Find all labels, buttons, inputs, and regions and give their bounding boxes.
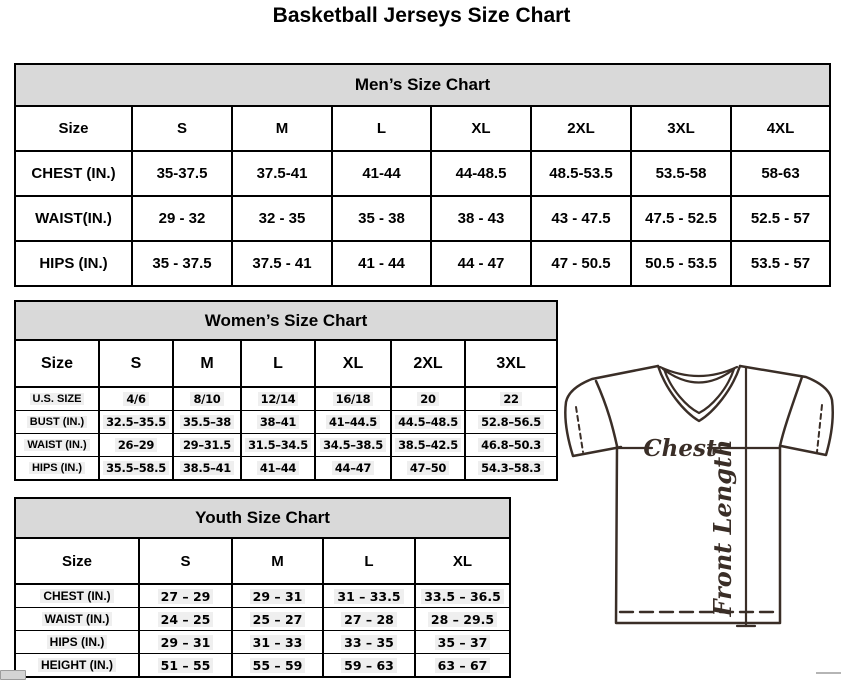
size-value-cell-text: 37.5 - 41 [252,255,312,272]
size-value-cell-text: 27 – 29 [158,589,214,604]
size-value-cell-text: 29–31.5 [180,438,234,452]
size-value-cell [315,434,391,457]
size-value-cell-text: 32.5–35.5 [103,415,169,429]
size-column-header-text: Size [58,120,89,137]
size-value-cell [323,631,415,654]
size-value-cell-text: 38–41 [257,415,299,429]
size-value-cell [731,196,830,241]
size-value-cell-text: 31 – 33.5 [334,589,403,604]
row-label [15,608,139,631]
size-value-cell [465,387,557,411]
size-value-cell-text: 8/10 [190,392,223,406]
column-header [315,340,391,387]
column-header [731,106,830,151]
size-value-cell [241,434,315,457]
row-label-text: HEIGHT (IN.) [38,658,116,672]
size-column-header-text: Size [40,354,73,372]
chart-title [15,64,830,106]
size-value-cell-text: 41-44 [362,165,401,182]
column-header-text: 2XL [567,120,595,137]
size-value-cell [132,196,232,241]
table-row [15,196,830,241]
size-column-header-text: Size [61,552,92,570]
size-value-cell-text: 24 – 25 [158,612,214,627]
size-value-cell-text: 38.5–42.5 [395,438,461,452]
jersey-right-sleeve-hem-dashed [817,405,822,452]
row-label-text: U.S. SIZE [30,393,85,405]
row-label-text: CHEST (IN.) [31,165,116,182]
size-value-cell [241,387,315,411]
column-header-text: XL [471,120,491,137]
row-label [15,584,139,608]
size-value-cell-text: 54.3–58.3 [478,461,544,475]
size-value-cell-text: 20 [417,392,438,406]
column-header-text: 3XL [496,354,526,372]
size-value-cell-text: 44.5–48.5 [395,415,461,429]
chest-label: Chest [643,435,717,462]
size-value-cell [232,654,323,678]
size-value-cell [241,457,315,481]
jersey-left-armhole-seam [596,381,617,446]
row-label-text: WAIST (IN.) [24,439,89,451]
size-value-cell-text: 31 – 33 [250,635,306,650]
column-header-text: 3XL [667,120,695,137]
size-value-cell [415,631,510,654]
size-value-cell-text: 33.5 – 36.5 [421,589,504,604]
size-value-cell-text: 41–44.5 [326,415,380,429]
column-header [431,106,531,151]
size-value-cell [139,631,232,654]
size-value-cell-text: 58-63 [761,165,800,182]
chart-title-text: Men’s Size Chart [354,75,491,94]
size-value-cell [465,434,557,457]
table-row [15,387,557,411]
size-value-cell [332,241,431,286]
size-value-cell-text: 46.8–50.3 [478,438,544,452]
column-header [241,340,315,387]
size-value-cell-text: 41–44 [257,461,299,475]
size-value-cell [232,584,323,608]
size-value-cell [99,387,173,411]
column-header [232,538,323,584]
size-value-cell-text: 53.5 - 57 [750,255,811,272]
row-label [15,151,132,196]
jersey-body-outline [616,446,780,623]
table-row [15,434,557,457]
chart-title-row [15,301,557,340]
size-value-cell [391,387,465,411]
size-value-cell [232,151,332,196]
size-value-cell-text: 35 – 37 [435,635,491,650]
size-value-cell [431,196,531,241]
table-row [15,411,557,434]
size-value-cell [99,434,173,457]
jersey-measurement-diagram [556,360,842,658]
size-value-cell [315,457,391,481]
size-value-cell [323,608,415,631]
size-value-cell [631,196,731,241]
column-header [139,538,232,584]
size-value-cell [531,151,631,196]
size-value-cell [99,411,173,434]
row-label-text: HIPS (IN.) [47,635,108,649]
row-label-text: CHEST (IN.) [40,589,113,603]
column-header-text: M [275,120,289,137]
size-column-header [15,340,99,387]
column-header-row [15,340,557,387]
size-value-cell-text: 28 – 29.5 [428,612,497,627]
womens-size-chart-table [14,300,558,481]
size-value-cell [173,387,241,411]
mens-size-chart-table [14,63,831,287]
chart-title [15,301,557,340]
column-header [232,106,332,151]
column-header [99,340,173,387]
row-label [15,241,132,286]
size-value-cell-text: 44-48.5 [455,165,507,182]
youth-size-chart-table [14,497,511,678]
column-header [391,340,465,387]
row-label-text: WAIST(IN.) [35,210,112,227]
jersey-right-armhole-seam [780,377,802,446]
size-value-cell [315,411,391,434]
column-header-text: M [271,552,284,570]
horizontal-scrollbar-fragment [816,672,841,674]
table-row [15,151,830,196]
size-value-cell [323,584,415,608]
size-value-cell [173,411,241,434]
size-value-cell [139,608,232,631]
column-header-text: S [176,120,187,137]
size-value-cell-text: 47.5 - 52.5 [645,210,717,227]
size-value-cell-text: 29 - 32 [158,210,206,227]
size-value-cell-text: 48.5-53.5 [549,165,613,182]
size-value-cell-text: 32 - 35 [258,210,306,227]
column-header-text: L [376,120,387,137]
size-value-cell-text: 55 – 59 [250,658,306,673]
front-length-label: Front Length [708,439,737,617]
row-label-text: HIPS (IN.) [39,255,108,272]
size-value-cell [232,631,323,654]
column-header-text: S [180,552,191,570]
size-value-cell [232,196,332,241]
column-header-text: S [130,354,142,372]
size-value-cell-text: 29 – 31 [250,589,306,604]
column-header-text: XL [342,354,364,372]
size-value-cell-text: 44–47 [332,461,374,475]
size-value-cell [415,654,510,678]
size-value-cell-text: 44 - 47 [457,255,505,272]
column-header-text: M [200,354,214,372]
column-header [415,538,510,584]
table-row [15,631,510,654]
size-value-cell-text: 43 - 47.5 [551,210,611,227]
chart-title-row [15,498,510,538]
row-label [15,411,99,434]
size-value-cell-text: 29 – 31 [158,635,214,650]
column-header-text: 2XL [413,354,443,372]
size-value-cell-text: 35.5–38 [180,415,234,429]
size-value-cell-text: 47 - 50.5 [551,255,611,272]
size-value-cell-text: 35 - 37.5 [152,255,212,272]
chart-title-text: Women’s Size Chart [204,310,368,330]
size-value-cell [241,411,315,434]
table-row [15,241,830,286]
size-value-cell [391,457,465,481]
row-label-text: WAIST (IN.) [42,612,113,626]
size-value-cell [465,411,557,434]
size-value-cell [139,654,232,678]
size-value-cell [132,241,232,286]
size-value-cell [631,241,731,286]
size-value-cell-text: 50.5 - 53.5 [645,255,717,272]
chart-title [15,498,510,538]
size-value-cell-text: 25 – 27 [250,612,306,627]
row-label [15,654,139,678]
size-column-header [15,538,139,584]
size-value-cell-text: 63 – 67 [435,658,491,673]
size-value-cell [415,584,510,608]
row-label [15,387,99,411]
size-value-cell [99,457,173,481]
row-label [15,434,99,457]
size-value-cell-text: 33 – 35 [341,635,397,650]
column-header-row [15,106,830,151]
size-value-cell [631,151,731,196]
column-header [631,106,731,151]
column-header-text: XL [452,552,473,570]
size-value-cell [415,608,510,631]
size-value-cell [232,241,332,286]
row-label-text: HIPS (IN.) [29,462,85,474]
column-header [465,340,557,387]
size-value-cell-text: 59 – 63 [341,658,397,673]
row-label [15,196,132,241]
column-header [332,106,431,151]
size-value-cell [173,434,241,457]
size-value-cell-text: 52.8–56.5 [478,415,544,429]
size-value-cell-text: 52.5 - 57 [750,210,811,227]
jersey-left-sleeve-hem-dashed [576,407,583,452]
size-value-cell-text: 38.5–41 [180,461,234,475]
size-value-cell [332,196,431,241]
size-value-cell-text: 31.5–34.5 [245,438,311,452]
table-row [15,457,557,481]
size-value-cell-text: 12/14 [258,392,299,406]
table-row [15,654,510,678]
size-value-cell [315,387,391,411]
column-header [132,106,232,151]
size-value-cell [465,457,557,481]
size-value-cell-text: 4/6 [123,392,148,406]
size-value-cell-text: 35 - 38 [358,210,405,227]
size-value-cell [132,151,232,196]
column-header [531,106,631,151]
size-value-cell [431,151,531,196]
row-label [15,457,99,481]
size-value-cell-text: 47–50 [407,461,449,475]
column-header [173,340,241,387]
page-title: Basketball Jerseys Size Chart [272,4,571,27]
size-value-cell-text: 41 - 44 [358,255,405,272]
size-value-cell-text: 26–29 [115,438,157,452]
size-value-cell [139,584,232,608]
column-header-text: 4XL [766,120,795,137]
size-column-header [15,106,132,151]
row-label [15,631,139,654]
chart-title-row [15,64,830,106]
size-value-cell-text: 38 - 43 [457,210,505,227]
column-header [323,538,415,584]
size-value-cell-text: 27 – 28 [341,612,397,627]
size-value-cell [731,151,830,196]
column-header-text: L [273,354,283,372]
row-label-text: BUST (IN.) [27,416,87,428]
size-value-cell-text: 37.5-41 [256,165,308,182]
chart-title-text: Youth Size Chart [195,508,330,527]
size-value-cell [431,241,531,286]
table-row [15,608,510,631]
table-row [15,584,510,608]
size-value-cell [391,411,465,434]
size-value-cell [531,196,631,241]
size-value-cell [173,457,241,481]
size-value-cell-text: 16/18 [333,392,374,406]
size-value-cell-text: 35.5–58.5 [103,461,169,475]
size-value-cell-text: 35-37.5 [156,165,208,182]
size-value-cell-text: 22 [500,392,521,406]
size-value-cell-text: 51 – 55 [158,658,214,673]
size-value-cell [232,608,323,631]
size-value-cell [531,241,631,286]
column-header-row [15,538,510,584]
size-value-cell [731,241,830,286]
size-value-cell [332,151,431,196]
size-value-cell [391,434,465,457]
size-value-cell [323,654,415,678]
size-value-cell-text: 53.5-58 [655,165,707,182]
size-value-cell-text: 34.5–38.5 [320,438,386,452]
column-header-text: L [364,552,374,570]
